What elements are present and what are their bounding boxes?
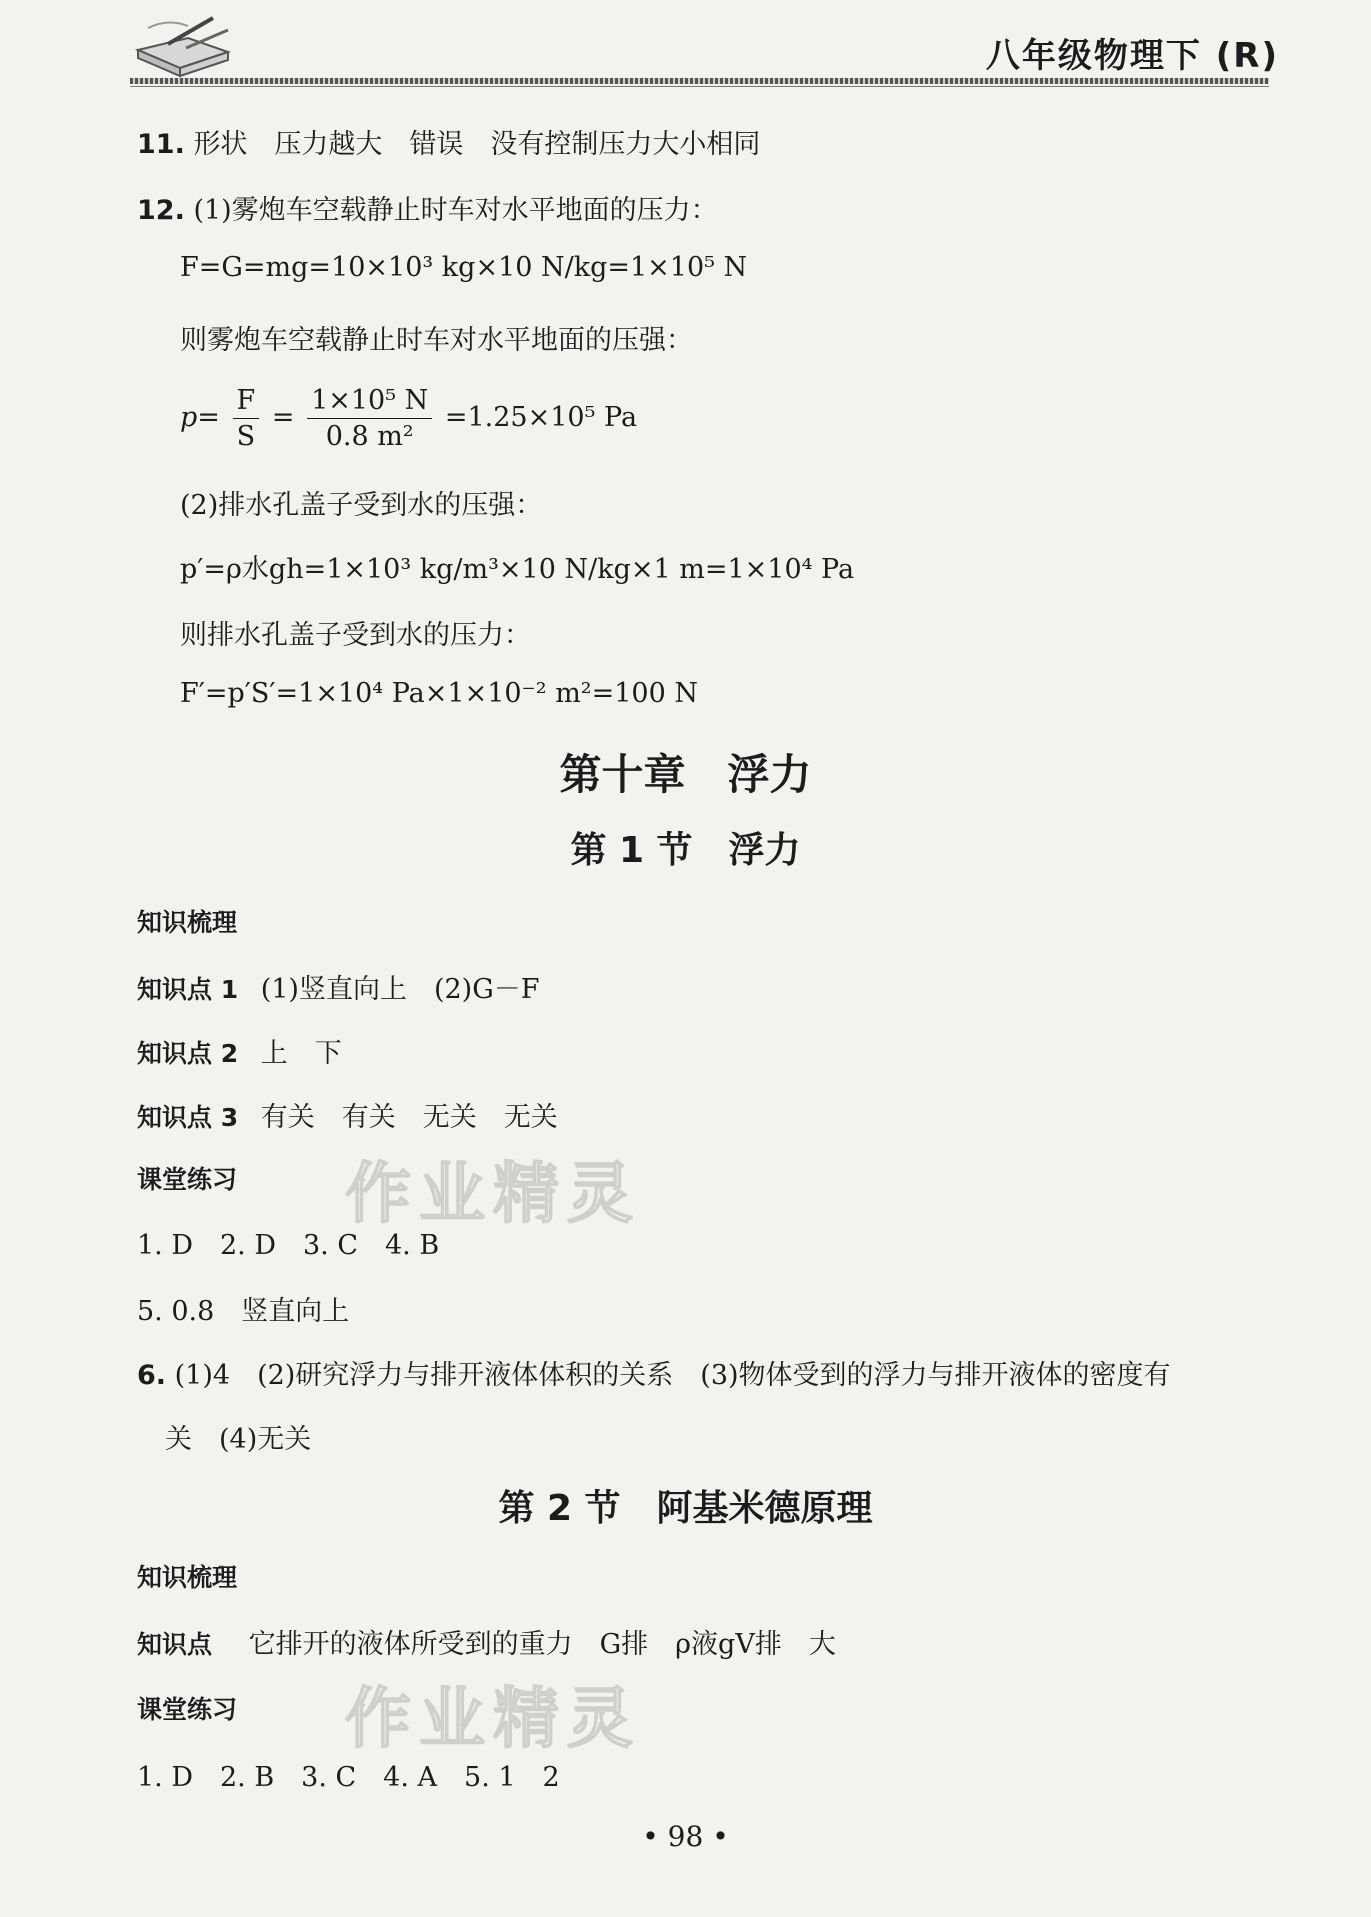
knowledge-point-text: 它排开的液体所受到的重力 G排 ρ液gV排 大 bbox=[248, 1629, 836, 1660]
fraction-f-over-s bbox=[233, 385, 260, 452]
fraction-numerator: F bbox=[233, 385, 260, 419]
knowledge-heading: 知识梳理 bbox=[137, 1563, 238, 1592]
section-1-title: 第 1 节 浮力 bbox=[570, 830, 801, 871]
fraction-numerator: 1×10⁵ N bbox=[307, 385, 432, 419]
answer-12-intro bbox=[137, 188, 718, 227]
question-number: 6. bbox=[137, 1360, 167, 1391]
fraction-denominator: 0.8 m² bbox=[325, 421, 414, 452]
page-number: • 98 • bbox=[642, 1820, 729, 1853]
book-pen-logo bbox=[128, 8, 243, 80]
answer-11 bbox=[137, 122, 760, 161]
knowledge-point-label: 知识点 2 bbox=[137, 1039, 239, 1068]
knowledge-point-1 bbox=[137, 967, 540, 1006]
formula-lhs: p= bbox=[180, 402, 220, 433]
watermark: 作业精灵 bbox=[345, 1155, 641, 1232]
knowledge-point-label: 知识点 1 bbox=[137, 975, 239, 1004]
formula-rhs: =1.25×10⁵ Pa bbox=[444, 402, 638, 433]
answer-12-text4: 则排水孔盖子受到水的压力： bbox=[180, 620, 531, 651]
knowledge-heading: 知识梳理 bbox=[137, 908, 238, 937]
knowledge-point bbox=[137, 1622, 836, 1661]
question-number: 12. bbox=[137, 195, 185, 226]
formula-water-force: F′=p′S′=1×10⁴ Pa×1×10⁻² m²=100 N bbox=[180, 678, 698, 709]
fraction-denominator: S bbox=[236, 421, 256, 452]
practice-heading: 课堂练习 bbox=[137, 1695, 238, 1724]
question-number: 11. bbox=[137, 129, 185, 160]
formula-pressure: p= $\frac{F}{S}$ = $\frac{\text{1×10⁵ N}}{\text{0.8 m²}}$ =1.25×10⁵ Pa bbox=[180, 385, 638, 452]
answer-text: (1)4 (2)研究浮力与排开液体体积的关系 (3)物体受到的浮力与排开液体的密度有 bbox=[174, 1360, 1171, 1391]
practice-answers-2: 5. 0.8 竖直向上 bbox=[137, 1296, 350, 1327]
knowledge-point-text: 有关 有关 无关 无关 bbox=[260, 1102, 558, 1133]
practice-answers-1: 1. D 2. B 3. C 4. A 5. 1 2 bbox=[137, 1762, 560, 1793]
knowledge-point-3 bbox=[137, 1095, 558, 1134]
header-rule bbox=[130, 78, 1269, 84]
header-rule-thin bbox=[130, 86, 1269, 87]
watermark: 作业精灵 bbox=[345, 1680, 641, 1757]
practice-heading: 课堂练习 bbox=[137, 1165, 238, 1194]
answer-12-text2: 则雾炮车空载静止时车对水平地面的压强： bbox=[180, 325, 693, 356]
fraction-values bbox=[307, 385, 432, 452]
formula-water-pressure: p′=ρ水gh=1×10³ kg/m³×10 N/kg×1 m=1×10⁴ Pa bbox=[180, 554, 855, 585]
section-2-title: 第 2 节 阿基米德原理 bbox=[498, 1488, 873, 1529]
chapter-title: 第十章 浮力 bbox=[559, 750, 812, 799]
formula-pressure-force: F=G=mg=10×10³ kg×10 N/kg=1×10⁵ N bbox=[180, 252, 748, 283]
knowledge-point-text: 上 下 bbox=[260, 1038, 342, 1069]
practice-answers-4: 关 (4)无关 bbox=[165, 1424, 312, 1455]
knowledge-point-label: 知识点 3 bbox=[137, 1103, 239, 1132]
knowledge-point-label: 知识点 bbox=[137, 1630, 213, 1659]
header-title: 八年级物理下 (R) bbox=[985, 36, 1279, 76]
practice-answers-3 bbox=[137, 1353, 1171, 1392]
answer-12-part2: (2)排水孔盖子受到水的压强： bbox=[180, 490, 543, 521]
answer-text: 形状 压力越大 错误 没有控制压力大小相同 bbox=[193, 129, 761, 160]
knowledge-point-text: (1)竖直向上 (2)G－F bbox=[260, 974, 540, 1005]
practice-answers-1: 1. D 2. D 3. C 4. B bbox=[137, 1230, 440, 1261]
knowledge-point-2 bbox=[137, 1031, 342, 1070]
answer-text: (1)雾炮车空载静止时车对水平地面的压力： bbox=[193, 195, 718, 226]
